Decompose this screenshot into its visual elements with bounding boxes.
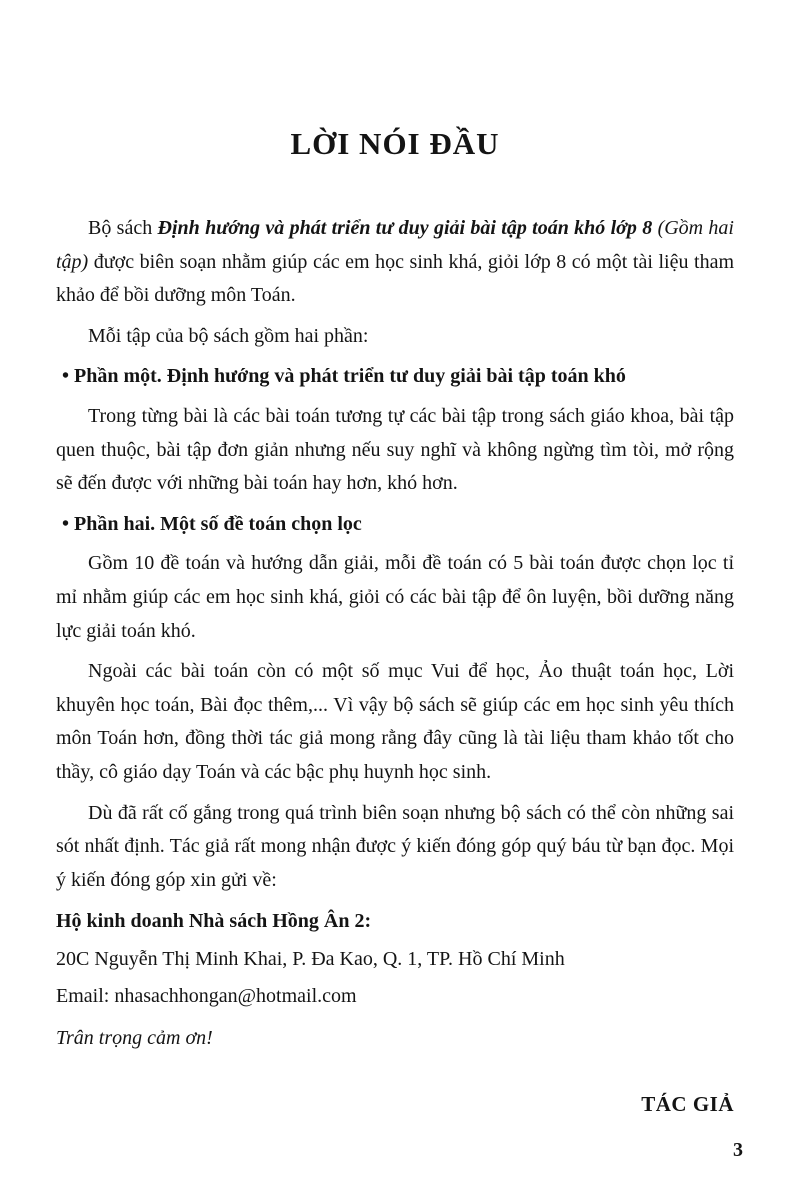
page-title: LỜI NÓI ĐẦU	[290, 126, 500, 161]
paragraph-part-two-description: Gồm 10 đề toán và hướng dẫn giải, mỗi đề toán có 5 bài toán được chọn lọc tỉ mỉ nhằm giúp các em học sinh khá, giỏi có các bài tập để ôn luyện, bồi dưỡng năng lực giải toán khó.	[56, 552, 734, 642]
paragraph-intro	[56, 212, 734, 313]
paragraph-feedback-request: Dù đã rất cố gắng trong quá trình biên soạn nhưng bộ sách có thể còn những sai sót nhất định. Tác giả rất mong nhận được ý kiến đóng góp quý báu từ bạn đọc. Mọi ý kiến đóng góp xin gửi về:	[56, 801, 734, 891]
intro-lead-text: Bộ sách	[88, 217, 158, 239]
publisher-address: 20C Nguyễn Thị Minh Khai, P. Đa Kao, Q. 1, TP. Hồ Chí Minh	[56, 947, 565, 970]
book-series-title: Định hướng và phát triển tư duy giải bài tập toán khó lớp 8	[157, 217, 658, 239]
heading-part-two: • Phần hai. Một số đề toán chọn lọc	[62, 512, 362, 535]
volume-note: (Gồm hai tập)	[56, 217, 734, 273]
paragraph-extra-sections: Ngoài các bài toán còn có một số mục Vui để học, Ảo thuật toán học, Lời khuyên học toán, Bài đọc thêm,... Vì vậy bộ sách sẽ giúp các em học sinh yêu thích môn Toán hơn, đồng thời tác giả mong rằng đây cũng là tài liệu tham khảo tốt cho thầy, cô giáo dạy Toán và các bậc phụ huynh học sinh.	[56, 660, 734, 783]
paragraph-part-one-description: Trong từng bài là các bài toán tương tự các bài tập trong sách giáo khoa, bài tập quen thuộc, bài tập đơn giản nhưng nếu suy nghĩ và không ngừng tìm tòi, mở rộng sẽ đến được với những bài toán hay hơn, khó hơn.	[56, 404, 734, 495]
paragraph-structure: Mỗi tập của bộ sách gồm hai phần:	[88, 324, 369, 347]
closing-thanks: Trân trọng cảm ơn!	[56, 1026, 213, 1049]
publisher-name: Hộ kinh doanh Nhà sách Hồng Ân 2:	[56, 910, 372, 933]
intro-rest-text: được biên soạn nhằm giúp các em học sinh khá, giỏi lớp 8 có một tài liệu tham khảo để bồi dưỡng môn Toán.	[56, 250, 734, 307]
page-number: 3	[733, 1139, 743, 1161]
publisher-email: Email: nhasachhongan@hotmail.com	[56, 985, 357, 1008]
author-signature: TÁC GIẢ	[641, 1091, 734, 1116]
heading-part-one: • Phần một. Định hướng và phát triển tư duy giải bài tập toán khó	[62, 365, 626, 388]
